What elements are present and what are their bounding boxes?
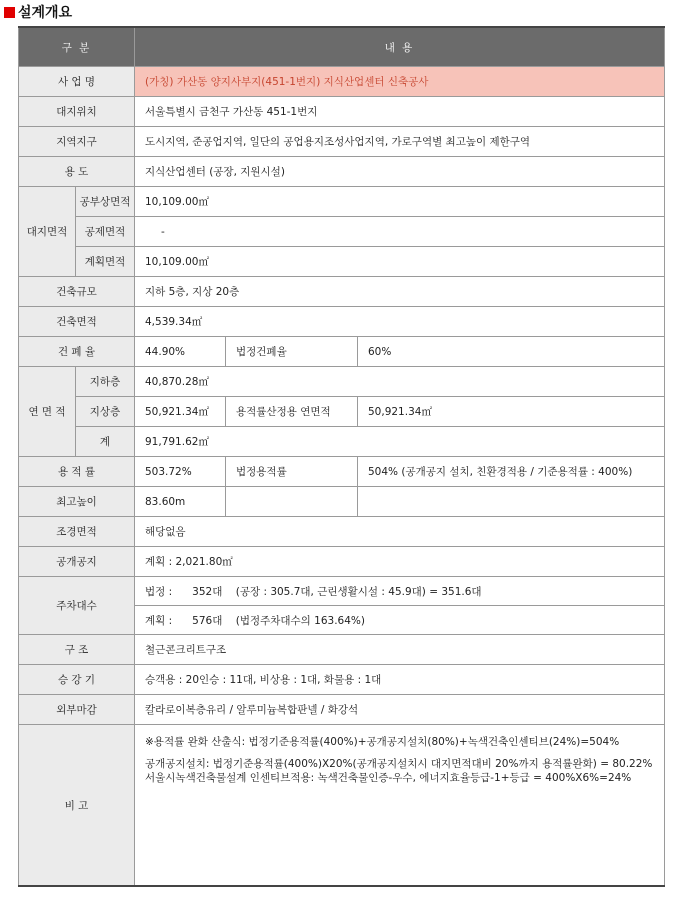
parking-label: 주차대수 xyxy=(19,577,135,635)
row-use xyxy=(19,157,665,187)
exterior-value: 칼라로이복층유리 / 알루미늄복합판넬 / 화강석 xyxy=(135,695,665,725)
open-space-label: 공개공지 xyxy=(19,547,135,577)
legal-coverage-value: 60% xyxy=(358,337,665,367)
remarks-line-1: ※용적률 완화 산출식: 법정기준용적률(400%)+공개공지설치(80%)+녹색건축인센티브(24%)=504% xyxy=(145,736,620,748)
building-area-label: 건축면적 xyxy=(19,307,135,337)
header-content: 내 용 xyxy=(135,27,665,67)
coverage-label: 건 폐 율 xyxy=(19,337,135,367)
max-height-label: 최고높이 xyxy=(19,487,135,517)
row-coverage xyxy=(19,337,665,367)
far-floor-area-value: 50,921.34㎡ xyxy=(358,397,665,427)
row-remarks xyxy=(19,725,665,887)
floor-total-label: 계 xyxy=(76,427,135,457)
deduction-area-label: 공제면적 xyxy=(76,217,135,247)
row-site-area-registered xyxy=(19,187,665,217)
site-location-label: 대지위치 xyxy=(19,97,135,127)
remarks-line-2: 공개공지설치: 법정기준용적률(400%)X20%(공개공지설치시 대지면적대비 20%까지 용적률완화) = 80.22% xyxy=(145,758,653,770)
parking-planned-value: 계획 : 576대 (법정주차대수의 163.64%) xyxy=(135,606,665,635)
landscape-label: 조경면적 xyxy=(19,517,135,547)
below-ground-value: 40,870.28㎡ xyxy=(135,367,665,397)
row-far xyxy=(19,457,665,487)
remarks-line-3: 서울시녹색건축물설계 인센티브적용: 녹색건축물인증-우수, 에너지효율등급-1+등급 = 400%X6%=24% xyxy=(145,772,632,784)
site-location-value: 서울특별시 금천구 가산동 451-1번지 xyxy=(135,97,665,127)
row-max-height xyxy=(19,487,665,517)
elevator-value: 승객용 : 20인승 : 11대, 비상용 : 1대, 화물용 : 1대 xyxy=(135,665,665,695)
row-site-area-planned xyxy=(19,247,665,277)
registered-area-label: 공부상면적 xyxy=(76,187,135,217)
row-floor-below xyxy=(19,367,665,397)
row-parking-legal xyxy=(19,577,665,606)
row-floor-above xyxy=(19,397,665,427)
project-value: (가칭) 가산동 양지사부지(451-1번지) 지식산업센터 신축공사 xyxy=(135,67,665,97)
row-exterior xyxy=(19,695,665,725)
red-square-icon xyxy=(4,7,15,18)
row-structure xyxy=(19,635,665,665)
zoning-value: 도시지역, 준공업지역, 일단의 공업용지조성사업지역, 가로구역별 최고높이 제한구역 xyxy=(135,127,665,157)
planned-area-value: 10,109.00㎡ xyxy=(135,247,665,277)
empty-cell xyxy=(226,487,358,517)
structure-label: 구 조 xyxy=(19,635,135,665)
open-space-value: 계획 : 2,021.80㎡ xyxy=(135,547,665,577)
row-zoning xyxy=(19,127,665,157)
deduction-area-value: - xyxy=(135,217,665,247)
use-value: 지식산업센터 (공장, 지원시설) xyxy=(135,157,665,187)
elevator-label: 승 강 기 xyxy=(19,665,135,695)
zoning-label: 지역지구 xyxy=(19,127,135,157)
far-floor-area-label: 용적률산정용 연면적 xyxy=(226,397,358,427)
row-elevator xyxy=(19,665,665,695)
far-label: 용 적 률 xyxy=(19,457,135,487)
coverage-value: 44.90% xyxy=(135,337,226,367)
row-floor-total xyxy=(19,427,665,457)
max-height-value: 83.60m xyxy=(135,487,226,517)
project-label: 사 업 명 xyxy=(19,67,135,97)
row-site-location xyxy=(19,97,665,127)
title-text: 설계개요 xyxy=(18,5,73,21)
site-area-label: 대지면적 xyxy=(19,187,76,277)
empty-cell xyxy=(358,487,665,517)
row-project xyxy=(19,67,665,97)
table-header xyxy=(19,27,665,67)
row-site-area-deduction xyxy=(19,217,665,247)
scale-label: 건축규모 xyxy=(19,277,135,307)
far-value: 503.72% xyxy=(135,457,226,487)
structure-value: 철근콘크리트구조 xyxy=(135,635,665,665)
floor-total-value: 91,791.62㎡ xyxy=(135,427,665,457)
legal-coverage-label: 법정건폐율 xyxy=(226,337,358,367)
registered-area-value: 10,109.00㎡ xyxy=(135,187,665,217)
above-ground-label: 지상층 xyxy=(76,397,135,427)
scale-value: 지하 5층, 지상 20층 xyxy=(135,277,665,307)
section-title xyxy=(4,2,72,22)
row-building-area xyxy=(19,307,665,337)
landscape-value: 해당없음 xyxy=(135,517,665,547)
remarks-content xyxy=(135,725,665,887)
planned-area-label: 계획면적 xyxy=(76,247,135,277)
row-scale xyxy=(19,277,665,307)
floor-area-label: 연 면 적 xyxy=(19,367,76,457)
use-label: 용 도 xyxy=(19,157,135,187)
row-landscape xyxy=(19,517,665,547)
design-overview-table xyxy=(18,26,665,887)
above-ground-value: 50,921.34㎡ xyxy=(135,397,226,427)
exterior-label: 외부마감 xyxy=(19,695,135,725)
header-category: 구 분 xyxy=(19,27,135,67)
parking-legal-value: 법정 : 352대 (공장 : 305.7대, 근린생활시설 : 45.9대) = 351.6대 xyxy=(135,577,665,606)
legal-far-label: 법정용적률 xyxy=(226,457,358,487)
building-area-value: 4,539.34㎡ xyxy=(135,307,665,337)
legal-far-value: 504% (공개공지 설치, 친환경적용 / 기준용적률 : 400%) xyxy=(358,457,665,487)
row-open-space xyxy=(19,547,665,577)
below-ground-label: 지하층 xyxy=(76,367,135,397)
remarks-label: 비 고 xyxy=(19,725,135,887)
